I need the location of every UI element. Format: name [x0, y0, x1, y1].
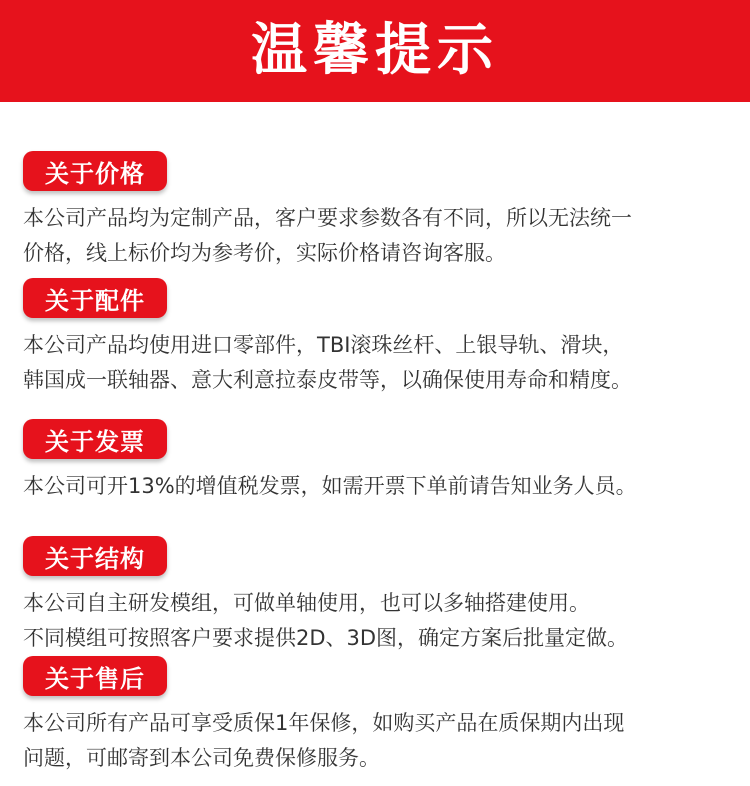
body-line: 本公司自主研发模组，可做单轴使用，也可以多轴搭建使用。 — [23, 591, 590, 615]
body-line: 本公司产品均使用进口零部件，TBI滚珠丝杆、上银导轨、滑块， — [23, 333, 624, 357]
section-structure — [23, 536, 733, 656]
section-aftersales — [23, 656, 733, 776]
section-title-invoice: 关于发票 — [23, 419, 167, 459]
section-parts — [23, 278, 733, 398]
header-banner — [0, 0, 750, 102]
body-line: 价格，线上标价均为参考价，实际价格请咨询客服。 — [23, 241, 506, 265]
section-title-price: 关于价格 — [23, 151, 167, 191]
body-line: 不同模组可按照客户要求提供2D、3D图，确定方案后批量定做。 — [23, 626, 629, 650]
section-body-parts — [23, 328, 733, 398]
section-body-invoice — [23, 469, 733, 504]
section-price — [23, 151, 733, 271]
section-title-aftersales: 关于售后 — [23, 656, 167, 696]
body-line: 韩国成一联轴器、意大利意拉泰皮带等，以确保使用寿命和精度。 — [23, 368, 632, 392]
section-body-structure — [23, 586, 733, 656]
section-title-structure: 关于结构 — [23, 536, 167, 576]
page-title: 温馨提示 — [251, 18, 499, 83]
body-line: 本公司所有产品可享受质保1年保修，如购买产品在质保期内出现 — [23, 711, 625, 735]
section-body-price — [23, 201, 733, 271]
section-body-aftersales — [23, 706, 733, 776]
section-title-parts: 关于配件 — [23, 278, 167, 318]
body-line: 本公司可开13%的增值税发票，如需开票下单前请告知业务人员。 — [23, 474, 637, 498]
body-line: 本公司产品均为定制产品，客户要求参数各有不同，所以无法统一 — [23, 206, 632, 230]
body-line: 问题，可邮寄到本公司免费保修服务。 — [23, 746, 380, 770]
section-invoice — [23, 419, 733, 504]
